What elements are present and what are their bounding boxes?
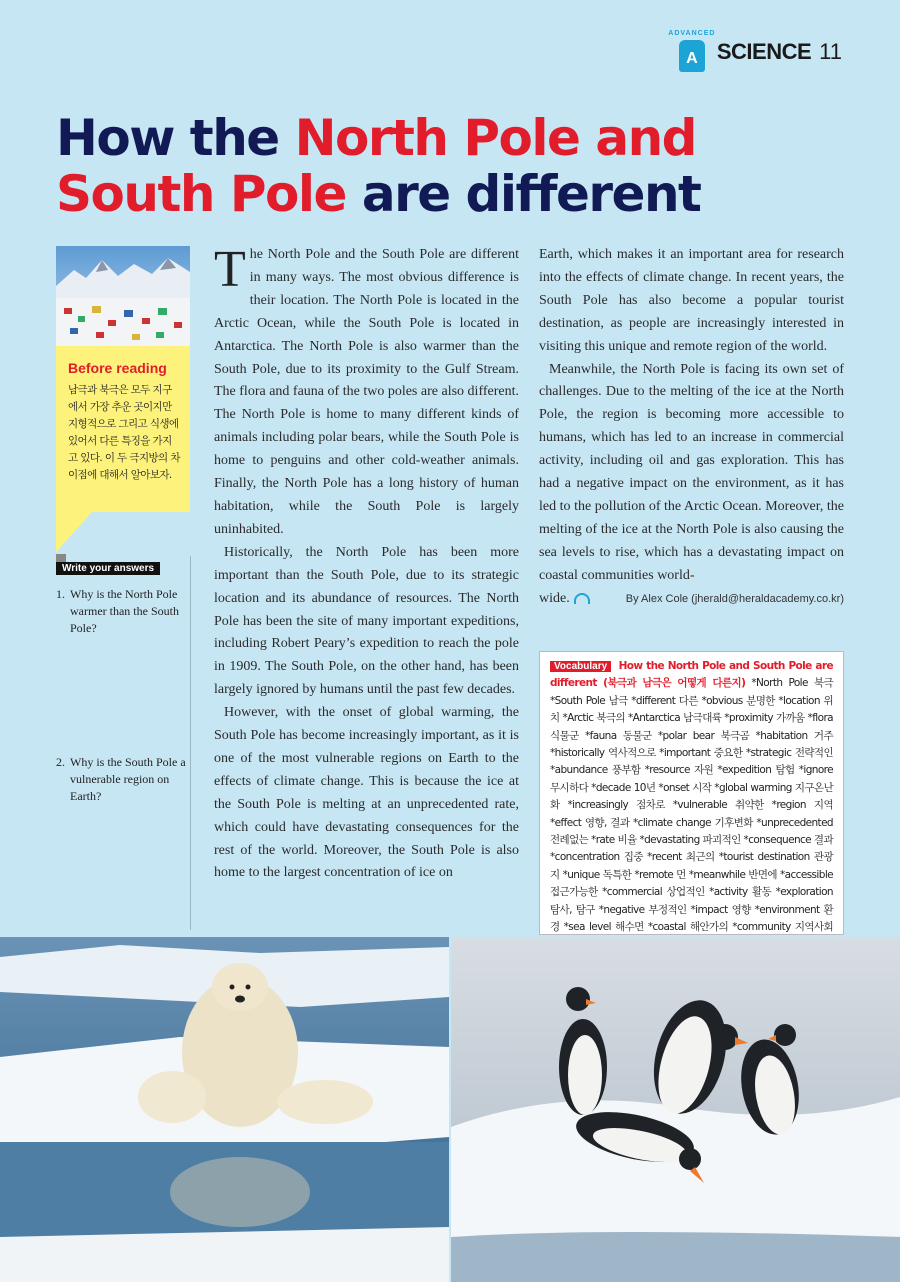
badge-letter: A — [679, 40, 705, 72]
article-paragraph: However, with the onset of global warming, the South Pole has become increasingly important, as it is one of the most vulnerable regions on Earth to the effects of climate change. This is because the ice at the South Pole is melting at an unprecedented rate, which could have devastating consequences for the rest of the world. Moreover, the South Pole is also home to the largest concentration of ice on — [214, 705, 519, 881]
article-column-2 — [539, 244, 844, 611]
article-paragraph-continued: Earth, which makes it an important area for research into the effects of climate change. In recent years, the South Pole has also become a popular tourist destination, as people are increasingly interested in visiting this unique and remote region of the world. — [539, 247, 844, 354]
village-thumbnail-image — [56, 246, 190, 346]
penguin-photo — [451, 937, 900, 1282]
before-reading-heading: Before reading — [68, 360, 167, 376]
article-paragraph — [214, 241, 519, 542]
article-title — [56, 110, 856, 222]
write-answers-label: Write your answers — [56, 562, 160, 575]
before-reading-text: 남극과 북극은 모두 지구에서 가장 추운 곳이지만 지형적으로 그리고 식생에 있어서 다른 특징을 가지고 있다. 이 두 극지방의 차이점에 대해서 알아보자. — [68, 384, 180, 481]
question-2 — [56, 754, 186, 805]
paragraph-text: he North Pole and the South Pole are different in many ways. The most obvious difference is their location. The North Pole is located in the Arctic Ocean, while the South Pole is located in Antarctica. The North Pole is also warmer than the South Pole, due to its proximity to the Gulf Stream. The flora and fauna of the two poles are also different. The North Pole is home to many different kinds of animals including polar bears, while the South Pole is home to penguins and other cold-weather animals. Finally, the North Pole has a long history of human habitation, while the South Pole is largely uninhabited. — [214, 247, 519, 537]
before-reading-box — [56, 346, 190, 512]
speech-bubble-tail — [56, 512, 92, 552]
title-part-3: are different — [345, 165, 701, 223]
badge-arc-text: ADVANCED — [668, 30, 716, 37]
title-part-2: North Pole and South Pole — [56, 109, 696, 223]
article-paragraph: Historically, the North Pole has been more important than the South Pole, due to its strategic location and its abundance of resources. The North Pole has been the site of many important expeditions, including Robert Peary’s expedition to reach the pole in 1909. The South Pole, on the other hand, has been largely ignored by humans until the past few decades. — [214, 544, 519, 698]
article-paragraph: Meanwhile, the North Pole is facing its own set of challenges. Due to the melting of the ice at the North Pole, the region is becoming more accessible to humans, which has led to an increase in commercial activity, including oil and gas exploration. This has had a negative impact on the environment, as it has led to the pollution of the Arctic Ocean. Moreover, the melting of the ice at the North Pole is also causing the sea levels to rise, which has a devastating impact on coastal communities world- — [539, 361, 844, 583]
headphones-icon[interactable] — [574, 593, 590, 604]
title-part-1: How the — [56, 109, 295, 167]
vocabulary-box — [539, 651, 844, 935]
question-text: Why is the South Pole a vulnerable region on Earth? — [70, 755, 186, 803]
byline: By Alex Cole (jherald@heraldacademy.co.kr) — [625, 592, 844, 605]
vocabulary-text: *North Pole 북극 *South Pole 남극 *different 다른 *obvious 분명한 *location 위치 *Arctic 북극의 *Antarctica 남극대륙 *proximity 가까움 *flora 식물군 *fauna 동물군 *polar bear 북극곰 *habitation 거주 *historically 역사적으로 *important 중요한 *strategic 전략적인 *abundance 풍부함 *resource 자원 *expedition 탐험 *ignore 무시하다 *decade 10년 *onset 시작 *global warming 지구온난화 *increasingly 점차로 *vulnerable 취약한 *region 지역 *effect 영향, 결과 *climate change 기후변화 *unprecedented 전례없는 *rate 비율 *devastating 파괴적인 *consequence 결과 *concentration 집중 *recent 최근의 *tourist destination 관광지 *unique 독특한 *remote 먼 *meanwhile 반면에 *accessible 접근가능한 *commercial 상업적인 *activity 활동 *exploration 탐사, 탐구 *negative 부정적인 *impact 영향 *environment 환경 *sea level 해수면 *coastal 해안가의 *community 지역사회 — [550, 677, 833, 934]
article-ending — [539, 588, 844, 611]
page-header — [668, 30, 842, 74]
polar-bear-photo — [0, 937, 449, 1282]
question-number: 2. — [56, 755, 65, 769]
article-last-word — [539, 588, 590, 611]
advanced-badge-icon — [668, 30, 716, 74]
page-number: 11 — [819, 39, 842, 64]
article-column-1 — [214, 241, 519, 885]
drop-cap: T — [214, 241, 246, 298]
question-number: 1. — [56, 587, 65, 601]
vocabulary-heading: How the North Pole and South Pole are different (북극과 남극은 어떻게 다른지) — [550, 660, 833, 690]
photo-strip — [0, 937, 900, 1282]
last-word-text: wide. — [539, 590, 570, 606]
question-text: Why is the North Pole warmer than the South Pole? — [70, 587, 179, 635]
write-answers-box — [56, 556, 191, 930]
section-name: SCIENCE — [716, 39, 812, 64]
question-1 — [56, 586, 186, 637]
vocabulary-tag: Vocabulary — [550, 661, 611, 672]
